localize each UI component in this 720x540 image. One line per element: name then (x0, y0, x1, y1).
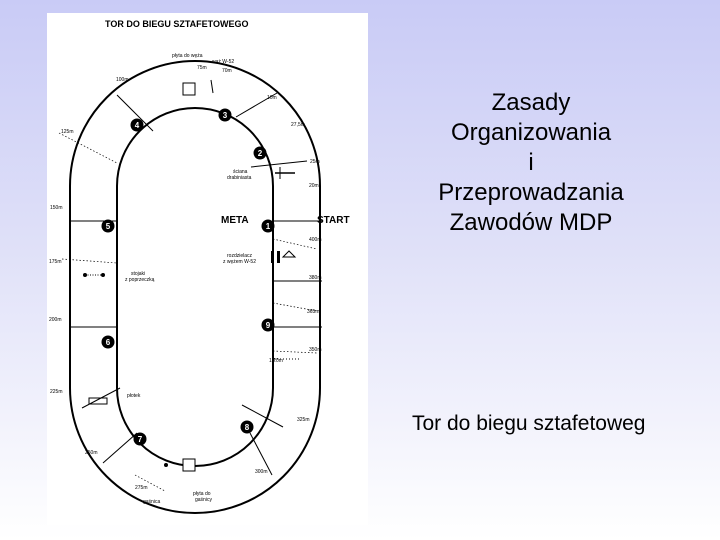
title-line: Przeprowadzania (438, 179, 624, 206)
distance-label: 380m (309, 275, 322, 281)
hose-plate-bottom (183, 459, 195, 471)
note-hurdle: płotek (127, 393, 141, 399)
slide-title (396, 88, 666, 238)
distance-label: 400m (309, 237, 322, 243)
note-hose-w52: wąż W-52 (212, 59, 235, 65)
distance-label: 350m (309, 347, 322, 353)
dotted-lines (59, 133, 317, 491)
note-stands: stojaki z poprzeczką (125, 271, 155, 283)
hose-plate-top (183, 83, 195, 95)
distance-label: 150m (50, 205, 63, 211)
distance-label: 70m (222, 68, 232, 74)
station-1-label: 1 (265, 222, 271, 231)
distance-label: 75m (197, 65, 207, 71)
title-line: Organizowania (450, 119, 612, 146)
distance-label: 225m (50, 389, 63, 395)
inner-track-line (117, 108, 273, 466)
distance-label: 250m (85, 450, 98, 456)
hose-w52-mark (211, 80, 213, 93)
distance-label: 125m (61, 129, 74, 135)
distributor-icon (283, 251, 295, 257)
start-label: START (317, 215, 350, 226)
distance-label: 300m (255, 469, 268, 475)
distance-label: 175m (49, 259, 62, 265)
distance-label: 200m (49, 317, 62, 323)
distributor-post (271, 251, 274, 263)
distance-label: 10m (267, 95, 277, 101)
relay-track-svg (47, 13, 368, 525)
title-line: Zasady (491, 89, 571, 116)
distance-label: 1,20m (269, 358, 283, 364)
title-line: Zawodów MDP (449, 209, 613, 236)
note-hose-plate-top: płyta do węża (172, 53, 203, 59)
distance-label: 100m (116, 77, 129, 83)
station-8-label: 8 (244, 423, 250, 432)
station-4-label: 4 (134, 121, 140, 130)
station-6-label: 6 (105, 338, 111, 347)
distance-label: 325m (297, 417, 310, 423)
outer-track-line (70, 61, 320, 513)
track-diagram (47, 13, 368, 525)
note-wall-bars: ściana drabiniasta (227, 169, 252, 181)
station-9-label: 9 (265, 321, 271, 330)
station-7-label: 7 (137, 435, 143, 444)
station-3-label: 3 (222, 111, 228, 120)
station-5-label: 5 (105, 222, 111, 231)
extinguisher-point (164, 463, 168, 467)
distance-label: 27,5m (291, 122, 305, 128)
slide-caption: Tor do biegu sztafetoweg (412, 412, 646, 435)
meta-label: META (221, 215, 249, 226)
distance-label: 20m (309, 183, 319, 189)
title-line: i (528, 149, 534, 176)
note-extinguisher: gaśnica (143, 499, 161, 505)
note-distributor: rozdzielacz z wężem W-52 (223, 253, 256, 265)
distance-label: 25m (310, 159, 320, 165)
station-2-label: 2 (257, 149, 263, 158)
distance-label: 365m (307, 309, 320, 315)
distributor-post (277, 251, 280, 263)
note-extinguisher-plate: płyta do gaśnicy (193, 491, 212, 503)
radial-marks (70, 93, 322, 475)
distance-label: 275m (135, 485, 148, 491)
diagram-heading: TOR DO BIEGU SZTAFETOWEGO (105, 19, 249, 29)
distance-labels (49, 65, 322, 491)
